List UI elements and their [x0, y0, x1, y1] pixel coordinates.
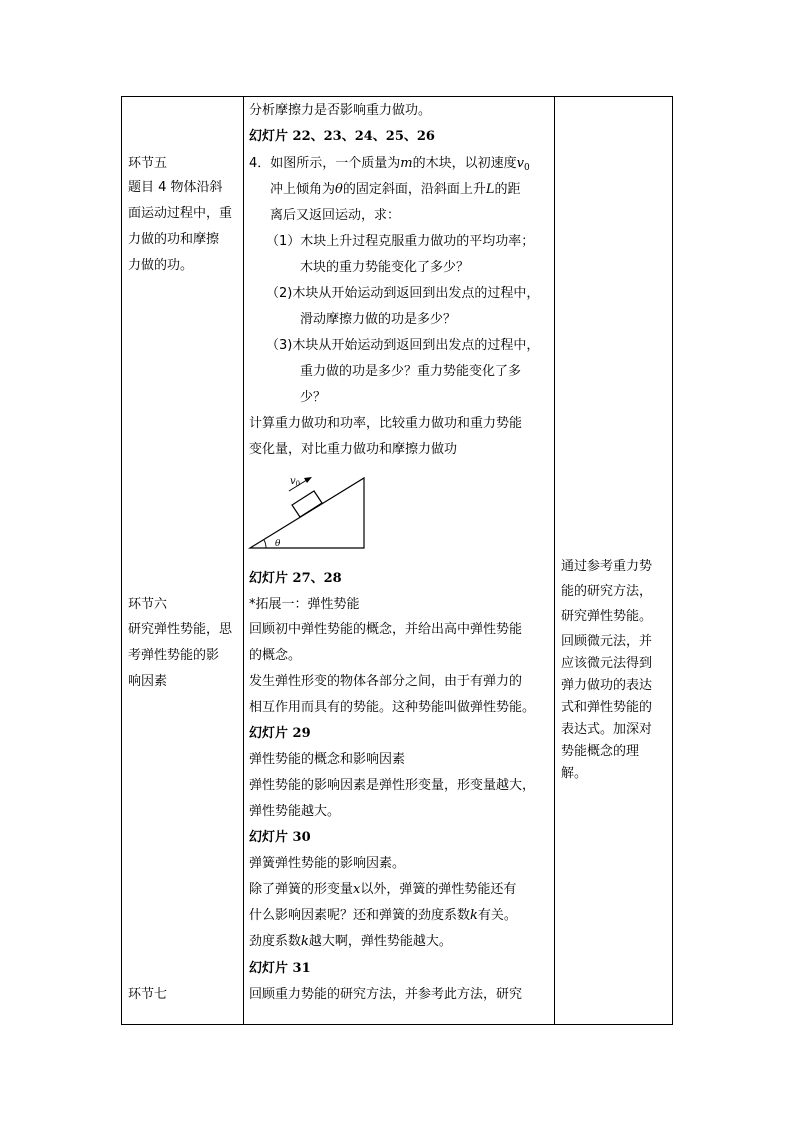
section-6-desc-line: 研究弹性势能，思	[128, 622, 233, 637]
q4-text: 冲上倾角为	[270, 182, 336, 197]
column-divider-1	[243, 97, 244, 1024]
section-6-title: 环节六	[128, 597, 168, 612]
intent-line: 应该微元法得到	[561, 656, 653, 671]
intent-line: 回顾微元法，并	[561, 634, 653, 649]
content-line	[249, 882, 516, 898]
slide-ref: 幻灯片 30	[249, 830, 311, 845]
wooden-block	[292, 491, 322, 517]
content-line: 回顾重力势能的研究方法，并参考此方法，研究	[249, 987, 523, 1002]
intent-line: 式和弹性势能的	[561, 700, 653, 715]
q4-text: 的距	[494, 182, 521, 197]
section-5-title: 环节五	[128, 156, 168, 171]
slide-ref: 幻灯片 22、23、24、25、26	[249, 129, 435, 144]
section-5-desc-line: 力做的功和摩擦	[128, 232, 220, 247]
q4-text: 4．如图所示，一个质量为	[249, 156, 401, 171]
section-5-desc-line: 力做的功。	[128, 258, 194, 273]
intent-line: 势能概念的理	[561, 744, 640, 759]
intent-line: 表达式。加深对	[561, 722, 653, 737]
section-5-desc-line: 面运动过程中，重	[128, 206, 233, 221]
question-4-line	[249, 156, 530, 172]
content-line: 弹性势能的概念和影响因素	[249, 752, 406, 767]
content-text: 劲度系数	[249, 934, 302, 949]
content-line: 变化量，对比重力做功和摩擦力做功	[249, 442, 458, 457]
intent-line: 能的研究方法，	[561, 584, 653, 599]
sub-question-3-cont: 重力做的功是多少？重力势能变化了多	[300, 364, 522, 379]
content-line: 发生弹性形变的物体各部分之间，由于有弹力的	[249, 674, 523, 689]
section-6-desc-line: 响因素	[128, 674, 168, 689]
q4-text: 的固定斜面，沿斜面上升	[342, 182, 486, 197]
intent-line: 通过参考重力势	[561, 559, 653, 574]
angle-symbol: θ	[335, 182, 343, 197]
content-line: 相互作用而具有的势能。这种势能叫做弹性势能。	[249, 700, 536, 715]
content-line: 分析摩擦力是否影响重力做功。	[249, 103, 432, 118]
intent-line: 解。	[561, 766, 588, 781]
content-line: 回顾初中弹性势能的概念，并给出高中弹性势能	[249, 622, 523, 637]
content-line: 弹簧弹性势能的影响因素。	[249, 856, 406, 871]
velocity-arrowhead	[304, 477, 312, 483]
content-text: 以外，弹簧的弹性势能还有	[360, 882, 517, 897]
sub-question-1-cont: 木块的重力势能变化了多少？	[300, 260, 470, 275]
intent-line: 研究弹性势能。	[561, 609, 653, 624]
content-line: 计算重力做功和功率，比较重力做功和重力势能	[249, 416, 523, 431]
sub-question-2-cont: 滑动摩擦力做的功是多少？	[300, 312, 457, 327]
content-line: *拓展一：弹性势能	[249, 597, 360, 612]
column-divider-2	[554, 97, 555, 1024]
sub-question-3-cont: 少？	[300, 390, 327, 405]
length-symbol: L	[485, 182, 495, 197]
section-7-title: 环节七	[128, 987, 168, 1002]
section-6-desc-line: 考弹性势能的影	[128, 648, 220, 663]
angle-arc	[264, 540, 266, 548]
content-text: 什么影响因素呢？还和弹簧的劲度系数	[249, 908, 471, 923]
content-line: 弹性势能的影响因素是弹性形变量，形变量越大，	[249, 778, 536, 793]
slide-ref: 幻灯片 31	[249, 961, 311, 976]
sub-question-2: （2)木块从开始运动到返回到出发点的过程中，	[266, 286, 540, 301]
intent-line: 弹力做功的表达	[561, 678, 653, 693]
question-4-line	[270, 182, 521, 198]
velocity-symbol: v	[516, 156, 524, 171]
content-line: 弹性势能越大。	[249, 804, 341, 819]
sub-question-3: （3)木块从开始运动到返回到出发点的过程中，	[266, 338, 540, 353]
content-line	[249, 908, 517, 924]
incline-diagram	[128, 374, 368, 554]
stiffness-symbol: k	[301, 934, 309, 949]
figure-velocity-label: $v_0$	[290, 476, 301, 488]
slide-ref: 幻灯片 27、28	[249, 571, 342, 586]
figure-angle-label: θ	[275, 539, 281, 549]
slide-ref: 幻灯片 29	[249, 726, 311, 741]
stiffness-symbol: k	[470, 908, 478, 923]
q4-text: 的木块，以初速度	[412, 156, 517, 171]
content-text: 除了弹簧的形变量	[249, 882, 354, 897]
content-line: 的概念。	[249, 648, 302, 663]
deformation-symbol: x	[353, 882, 361, 897]
question-4-line: 离后又返回运动，求：	[270, 208, 401, 223]
velocity-subscript: 0	[523, 163, 530, 173]
section-5-desc-line: 题目 4 物体沿斜	[128, 180, 223, 195]
content-line	[249, 934, 452, 950]
sub-question-1: （1）木块上升过程克服重力做功的平均功率；	[266, 234, 535, 249]
content-text: 有关。	[477, 908, 517, 923]
content-text: 越大啊，弹性势能越大。	[308, 934, 452, 949]
mass-symbol: m	[400, 156, 413, 171]
